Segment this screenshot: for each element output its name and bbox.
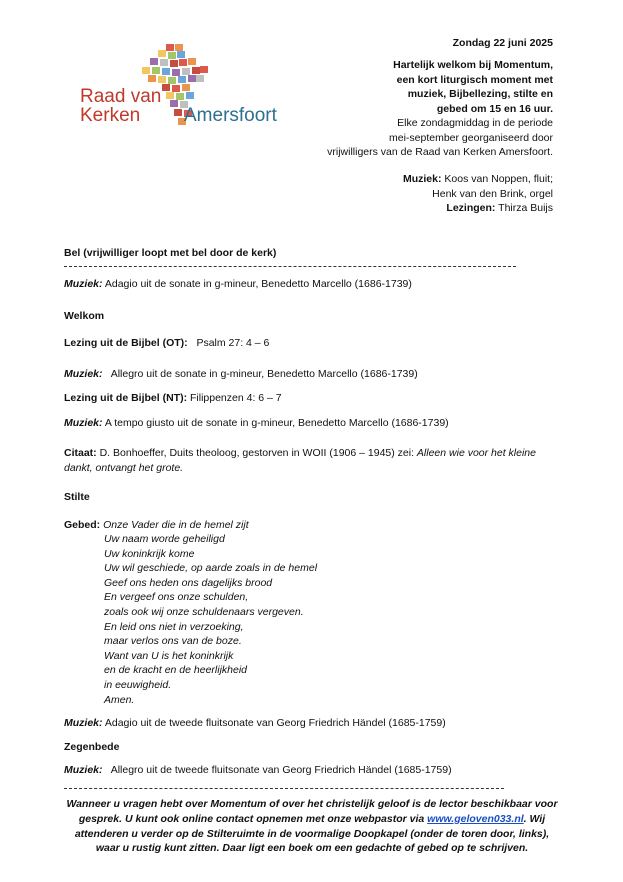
citaat-quote: Alleen wie voor het kleine — [416, 447, 536, 459]
welcome-line: een kort liturgisch moment met — [396, 73, 553, 86]
prayer-line: Uw wil geschiede, op aarde zoals in de hemel — [104, 562, 318, 575]
program-muziek-5 — [64, 763, 452, 778]
prayer-line: En vergeef ons onze schulden, — [104, 591, 249, 604]
gebed-label: Gebed: — [64, 519, 101, 531]
divider-bottom — [64, 788, 504, 789]
program-muziek-3 — [64, 416, 449, 431]
info-line: mei-september georganiseerd door — [388, 131, 553, 144]
muziek-label: Muziek: — [64, 417, 103, 429]
webpastor-link[interactable]: www.geloven033.nl — [427, 812, 524, 825]
logo-text-kerken: Kerken — [80, 105, 141, 126]
program-bel: Bel (vrijwilliger loopt met bel door de kerk) — [64, 247, 277, 259]
citaat-intro: D. Bonhoeffer, Duits theoloog, gestorven in WOII (1906 – 1945) zei: — [99, 447, 414, 459]
service-date: Zondag 22 juni 2025 — [452, 37, 553, 49]
citaat-label: Citaat: — [64, 447, 97, 459]
prayer-line: in eeuwigheid. — [104, 678, 172, 691]
musician-1: Koos van Noppen, fluit; — [441, 173, 553, 185]
prayer-line: en de kracht en de heerlijkheid — [104, 664, 248, 677]
performers-block — [403, 172, 553, 216]
muziek-label: Muziek: — [64, 717, 103, 729]
lezing-ot-ref: Psalm 27: 4 – 6 — [196, 337, 270, 349]
citaat-quote-cont: dankt, ontvangt het grote. — [64, 462, 184, 474]
lezing-ot-label: Lezing uit de Bijbel (OT): — [64, 337, 188, 349]
prayer-line: Onze Vader die in de hemel zijt — [103, 519, 249, 531]
welcome-line: gebed om 15 en 16 uur. — [436, 102, 553, 115]
prayer-line: En leid ons niet in verzoeking, — [104, 620, 244, 633]
prayer-line: zoals ook wij onze schuldenaars vergeven. — [104, 605, 304, 618]
program-welkom: Welkom — [64, 310, 105, 322]
program-gebed — [64, 518, 249, 533]
footer-text-1: Wanneer u vragen hebt over Momentum of over het christelijk geloof is de lector beschikbaar voor gesprek. U kunt ook online contact opnemen met onze webpastor via — [66, 798, 558, 825]
logo-text-amersfoort: Amersfoort — [184, 105, 277, 126]
info-block — [327, 116, 553, 160]
muziek-label: Muziek: — [402, 173, 442, 185]
welcome-line: Hartelijk welkom bij Momentum, — [393, 59, 553, 71]
program-zegenbede: Zegenbede — [64, 741, 120, 753]
welcome-block — [393, 58, 553, 116]
program-stilte: Stilte — [64, 491, 90, 503]
prayer-line: Uw naam worde geheiligd — [104, 533, 225, 545]
lezing-nt-label: Lezing uit de Bijbel (NT): — [64, 392, 188, 404]
welcome-line: muziek, Bijbellezing, stilte en — [407, 88, 553, 101]
musician-2: Henk van den Brink, orgel — [432, 187, 553, 200]
info-line: vrijwilligers van de Raad van Kerken Amersfoort. — [327, 146, 553, 159]
prayer-line: maar verlos ons van de boze. — [104, 635, 242, 648]
muziek-piece: Adagio uit de tweede fluitsonate van Georg Friedrich Händel (1685-1759) — [104, 717, 446, 729]
lezingen-label: Lezingen: — [446, 202, 496, 215]
reader: Thirza Buijs — [495, 202, 553, 215]
muziek-label: Muziek: — [64, 368, 103, 380]
footer-note — [62, 797, 562, 856]
prayer-line: Uw koninkrijk kome — [104, 547, 195, 560]
prayer-text — [104, 532, 317, 707]
footer-text-2: . Wij attenderen u verder op de Stilteruimte in de voormalige Doopkapel (onder de toren door, links), waar u rustig kunt zitten. Daar ligt een boek om een gedachte of gebed op te schrijven. — [74, 812, 550, 855]
prayer-line: Amen. — [104, 693, 135, 706]
muziek-piece: A tempo giusto uit de sonate in g-mineur, Benedetto Marcello (1686-1739) — [104, 417, 449, 429]
muziek-piece: Adagio uit de sonate in g-mineur, Benedetto Marcello (1686-1739) — [104, 278, 412, 290]
program-muziek-2 — [64, 367, 418, 382]
muziek-piece: Allegro uit de sonate in g-mineur, Benedetto Marcello (1686-1739) — [110, 368, 418, 380]
program-lezing-ot — [64, 336, 269, 351]
prayer-line: Geef ons heden ons dagelijks brood — [104, 576, 273, 589]
program-citaat — [64, 446, 536, 461]
program-muziek-4 — [64, 716, 446, 731]
program-muziek-1 — [64, 277, 412, 292]
muziek-piece: Allegro uit de tweede fluitsonate van Georg Friedrich Händel (1685-1759) — [110, 764, 452, 776]
muziek-label: Muziek: — [64, 278, 103, 290]
muziek-label: Muziek: — [64, 764, 103, 776]
info-line: Elke zondagmiddag in de periode — [397, 117, 553, 129]
divider-top — [64, 266, 516, 267]
lezing-nt-ref: Filippenzen 4: 6 – 7 — [190, 392, 282, 404]
prayer-line: Want van U is het koninkrijk — [104, 649, 234, 662]
logo-text-raad-van: Raad van — [80, 86, 162, 107]
program-lezing-nt — [64, 391, 282, 406]
